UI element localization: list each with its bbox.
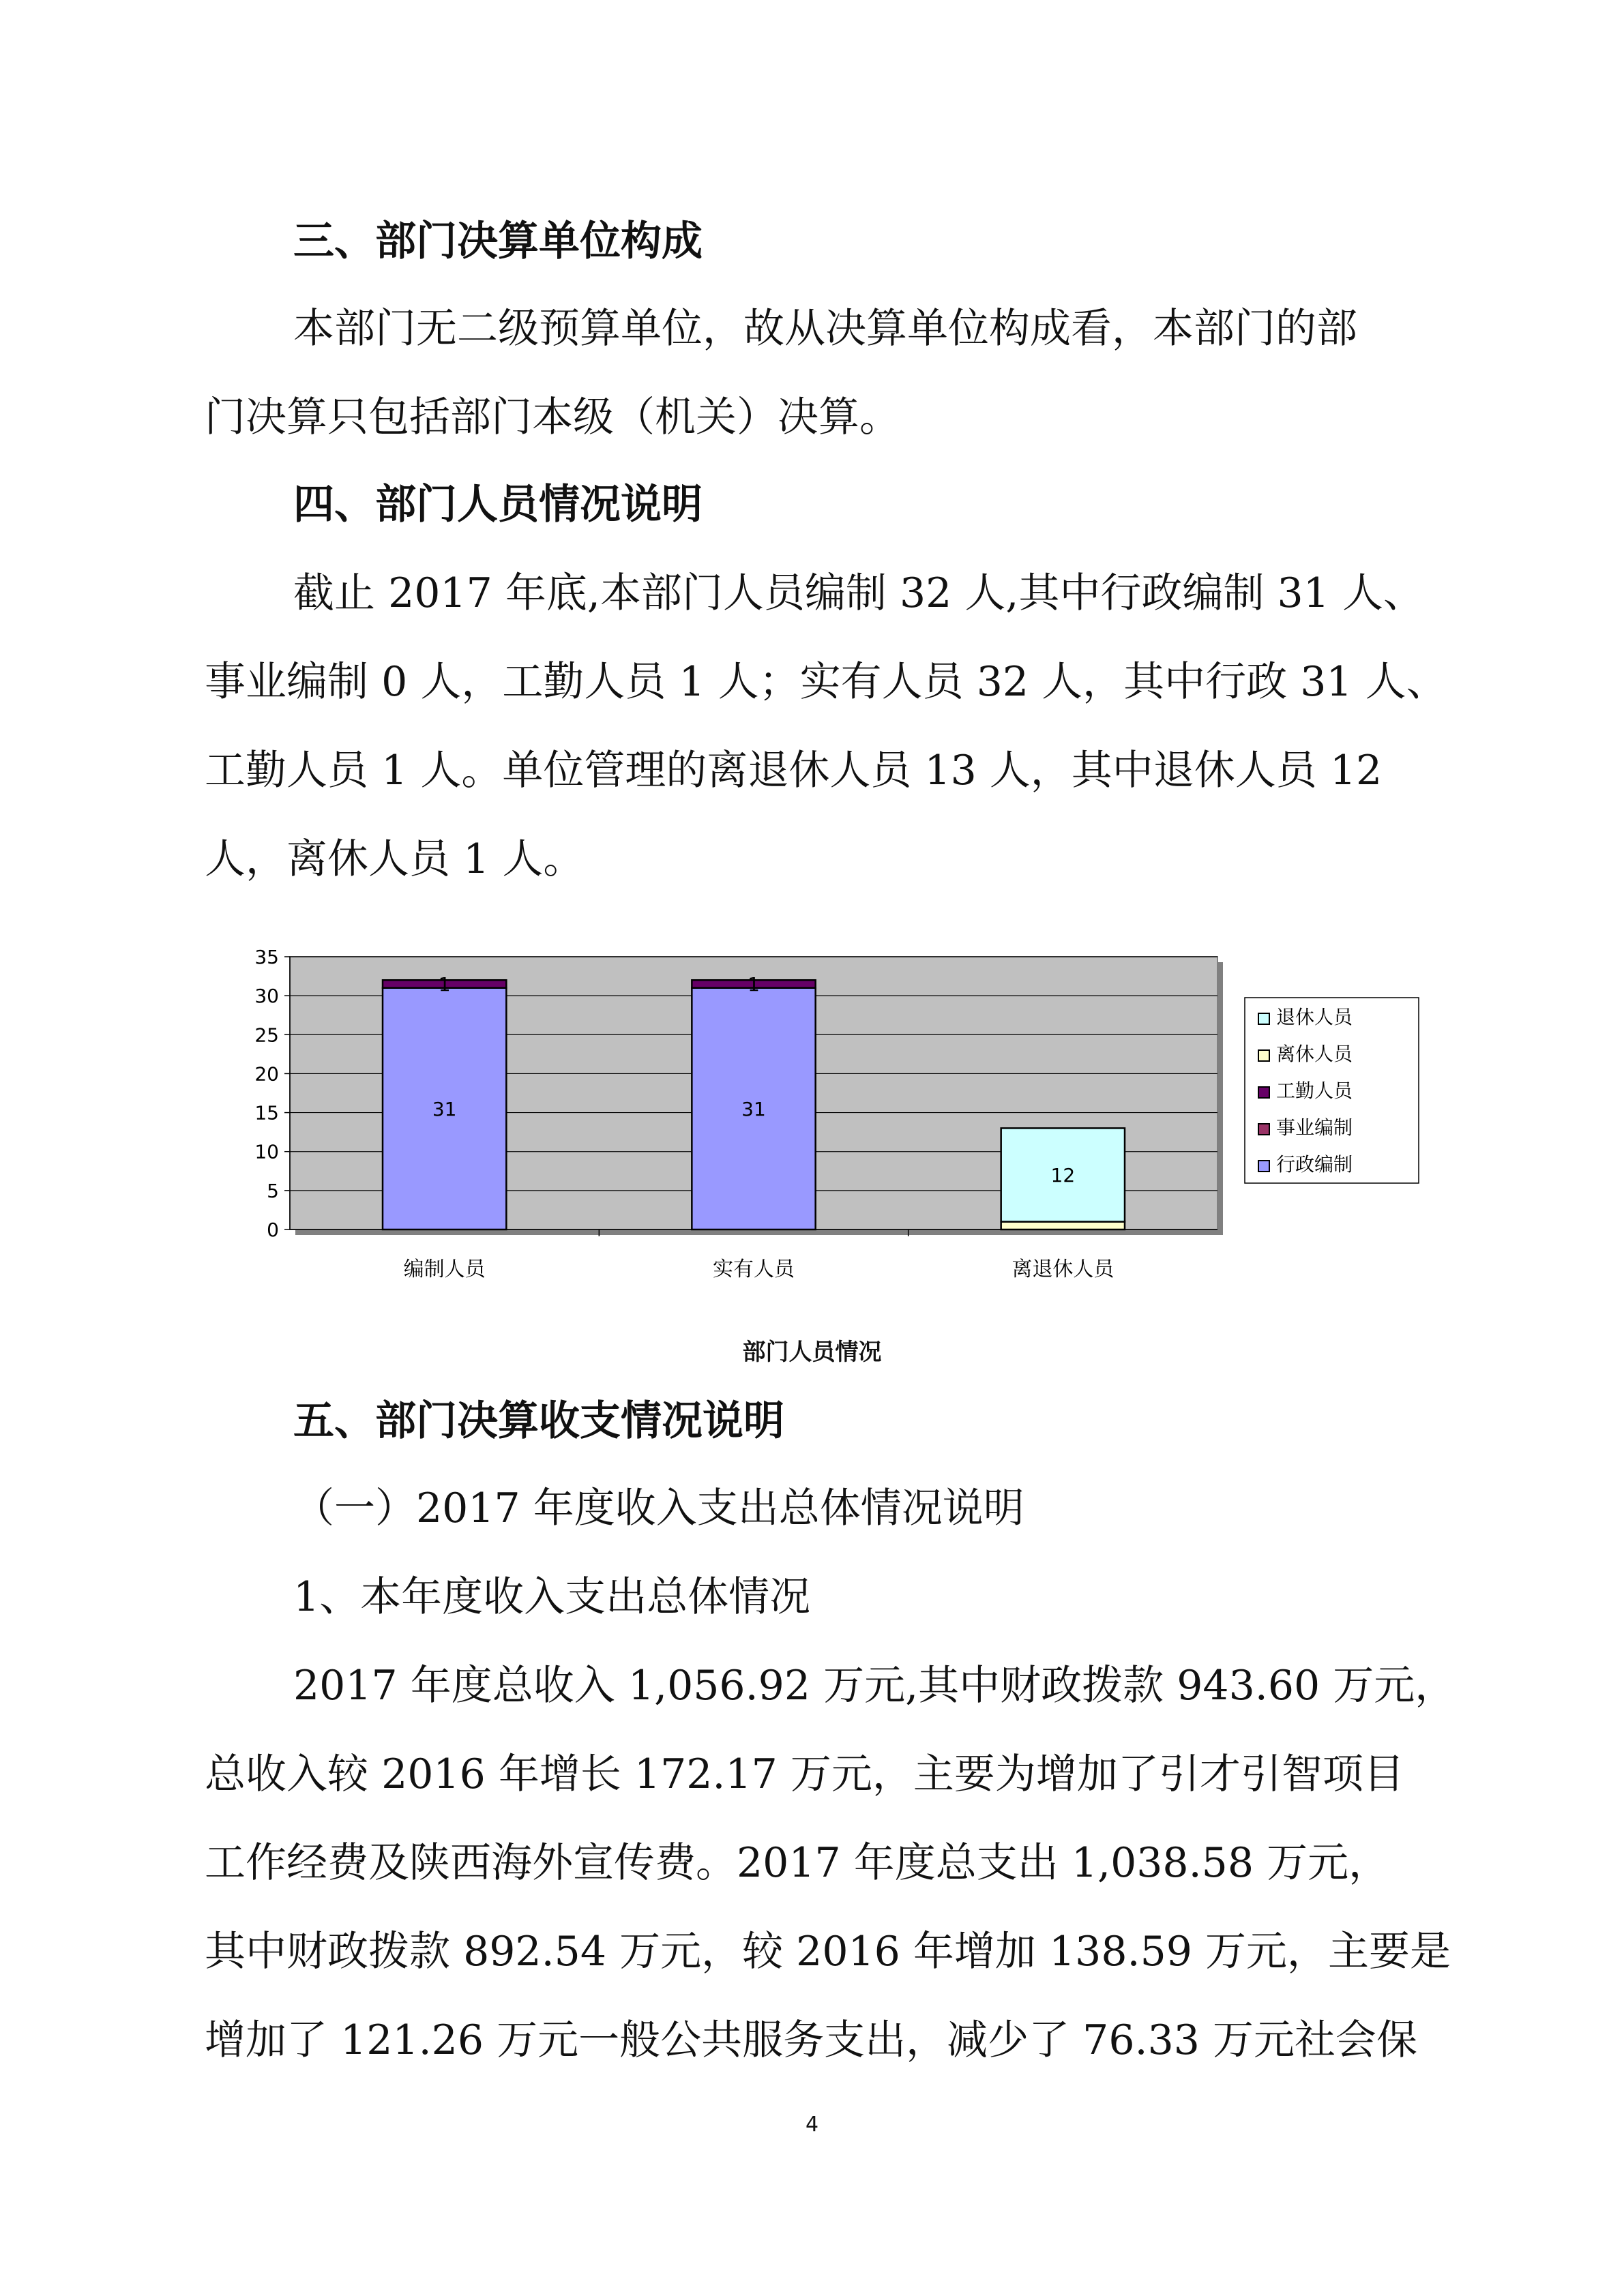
section-4-line-1: 截止 2017 年底,本部门人员编制 32 人,其中行政编制 31 人、 <box>293 569 1424 617</box>
legend-label: 行政编制 <box>1276 1153 1353 1176</box>
legend-label: 事业编制 <box>1276 1116 1353 1139</box>
bar-data-label: 31 <box>741 1097 766 1120</box>
section-3-paragraph-line-2: 门决算只包括部门本级（机关）决算。 <box>205 393 900 441</box>
legend-label: 离休人员 <box>1276 1043 1353 1065</box>
y-tick-label: 20 <box>254 1062 279 1086</box>
staff-chart-svg <box>225 944 1439 1395</box>
section-4-line-2: 事业编制 0 人，工勤人员 1 人；实有人员 32 人，其中行政 31 人、 <box>205 658 1447 706</box>
legend-label: 工勤人员 <box>1276 1079 1353 1102</box>
y-tick-label: 25 <box>254 1024 279 1047</box>
staff-chart <box>225 944 1439 1395</box>
section-3-paragraph-line-1: 本部门无二级预算单位，故从决算单位构成看，本部门的部 <box>293 305 1357 353</box>
bar-data-label: 1 <box>438 973 451 996</box>
section-5-paragraph-line-4: 其中财政拨款 892.54 万元，较 2016 年增加 138.59 万元，主要是 <box>205 1928 1451 1976</box>
section-5-paragraph-line-5: 增加了 121.26 万元一般公共服务支出，减少了 76.33 万元社会保 <box>205 2016 1417 2064</box>
y-tick-label: 5 <box>267 1179 279 1202</box>
section-4-line-3: 工勤人员 1 人。单位管理的离退休人员 13 人，其中退休人员 12 <box>205 747 1383 794</box>
section-4-line-4: 人，离休人员 1 人。 <box>205 835 585 883</box>
legend-swatch <box>1258 1087 1269 1098</box>
x-category-label: 实有人员 <box>713 1257 795 1281</box>
y-tick-label: 0 <box>267 1219 279 1241</box>
section-5-heading: 五、部门决算收支情况说明 <box>293 1397 784 1445</box>
bar-segment <box>1001 1222 1125 1229</box>
section-5-paragraph-line-3: 工作经费及陕西海外宣传费。2017 年度总支出 1,038.58 万元， <box>205 1839 1390 1887</box>
legend-label: 退休人员 <box>1276 1006 1353 1028</box>
y-tick-label: 15 <box>254 1101 279 1124</box>
legend-swatch <box>1258 1013 1269 1024</box>
bar-data-label: 1 <box>748 973 760 996</box>
chart-caption: 部门人员情况 <box>742 1339 882 1366</box>
section-5-subheading-2: 1、本年度收入支出总体情况 <box>293 1573 811 1621</box>
page-number: 4 <box>805 2113 819 2136</box>
y-tick-label: 35 <box>254 946 279 968</box>
legend-swatch <box>1258 1161 1269 1172</box>
section-5-paragraph-line-1: 2017 年度总收入 1,056.92 万元,其中财政拨款 943.60 万元， <box>293 1662 1456 1710</box>
section-5-paragraph-line-2: 总收入较 2016 年增长 172.17 万元，主要为增加了引才引智项目 <box>205 1750 1404 1798</box>
y-tick-label: 30 <box>254 985 279 1008</box>
x-category-label: 离退休人员 <box>1012 1257 1114 1281</box>
section-4-heading: 四、部门人员情况说明 <box>293 481 703 528</box>
y-tick-label: 10 <box>254 1140 279 1163</box>
legend-swatch <box>1258 1050 1269 1061</box>
bar-data-label: 12 <box>1050 1164 1076 1187</box>
x-category-label: 编制人员 <box>403 1257 486 1281</box>
legend-swatch <box>1258 1124 1269 1135</box>
section-3-heading: 三、部门决算单位构成 <box>293 218 703 265</box>
bar-data-label: 31 <box>432 1097 457 1120</box>
section-5-subheading-1: （一）2017 年度收入支出总体情况说明 <box>293 1485 1024 1532</box>
